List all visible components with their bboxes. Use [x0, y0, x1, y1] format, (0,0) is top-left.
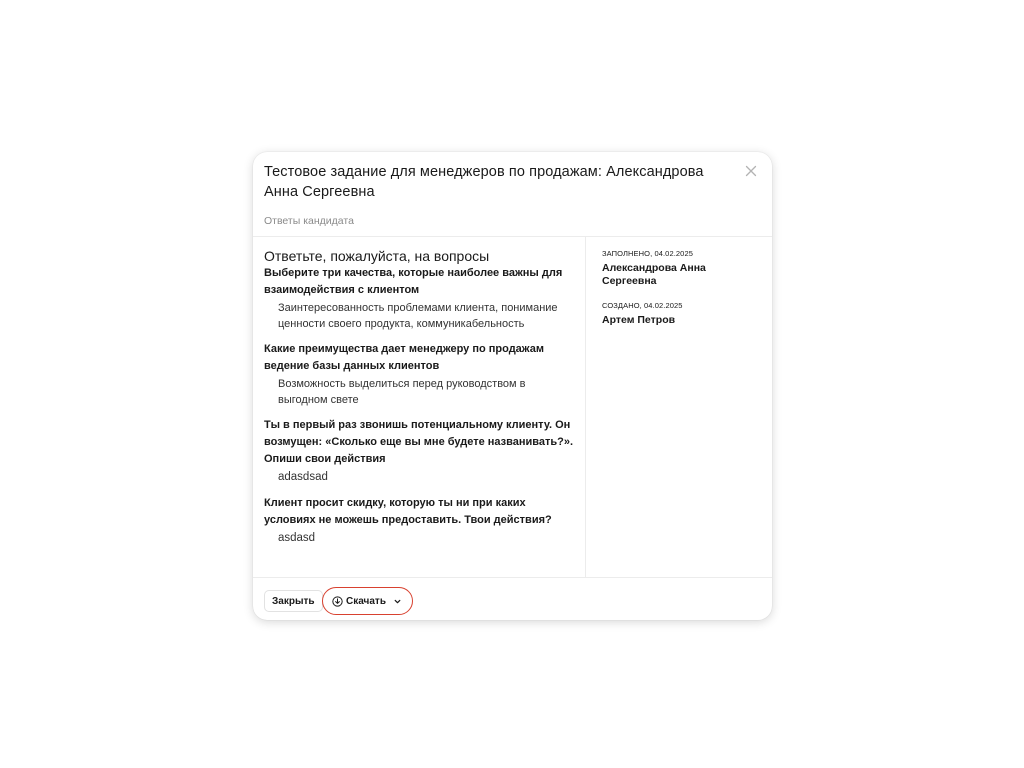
created-by-name: Артем Петров — [602, 314, 676, 326]
filled-label: ЗАПОЛНЕНО, 04.02.2025 — [602, 249, 693, 258]
list-item — [264, 341, 575, 408]
download-button[interactable] — [322, 587, 413, 615]
dialog-body — [253, 236, 772, 578]
download-label: Скачать — [346, 595, 386, 607]
answers-panel — [253, 236, 586, 577]
filled-info — [602, 249, 762, 288]
meta-panel — [602, 249, 762, 327]
close-icon — [742, 162, 760, 180]
close-dialog-button[interactable]: Закрыть — [264, 590, 323, 612]
question-text: Клиент просит скидку, которую ты ни при каких условиях не можешь предоставить. Твои действия? — [264, 496, 552, 526]
list-item — [264, 265, 575, 332]
created-label: СОЗДАНО, 04.02.2025 — [602, 301, 683, 310]
dialog-footer — [253, 578, 772, 620]
answers-heading: Ответьте, пожалуйста, на вопросы — [264, 248, 490, 264]
dialog-header — [253, 152, 772, 237]
answer-text: asdasd — [278, 531, 316, 544]
list-item — [264, 417, 575, 486]
dialog-subtitle: Ответы кандидата — [264, 215, 354, 227]
filled-by-name: Александрова Анна Сергеевна — [602, 262, 706, 287]
candidate-answers-dialog — [253, 152, 772, 620]
download-circle-icon — [332, 596, 343, 607]
chevron-down-icon — [392, 596, 403, 607]
question-text: Ты в первый раз звонишь потенциальному клиенту. Он возмущен: «Сколько еще вы мне будете названивать?». Опиши свои действия — [264, 419, 574, 465]
answer-text: Заинтересованность проблемами клиента, понимание ценности своего продукта, коммуникабельность — [278, 302, 558, 330]
question-text: Выберите три качества, которые наиболее важны для взаимодействия с клиентом — [264, 267, 563, 296]
dialog-title: Тестовое задание для менеджеров по продажам: Александрова Анна Сергеевна — [264, 164, 704, 200]
created-info — [602, 301, 762, 327]
close-button[interactable] — [742, 162, 760, 180]
answer-text: adasdsad — [278, 471, 328, 483]
list-item — [264, 495, 575, 547]
answer-text: Возможность выделиться перед руководством в выгодном свете — [278, 378, 526, 406]
question-text: Какие преимущества дает менеджеру по продажам ведение базы данных клиентов — [264, 343, 544, 372]
